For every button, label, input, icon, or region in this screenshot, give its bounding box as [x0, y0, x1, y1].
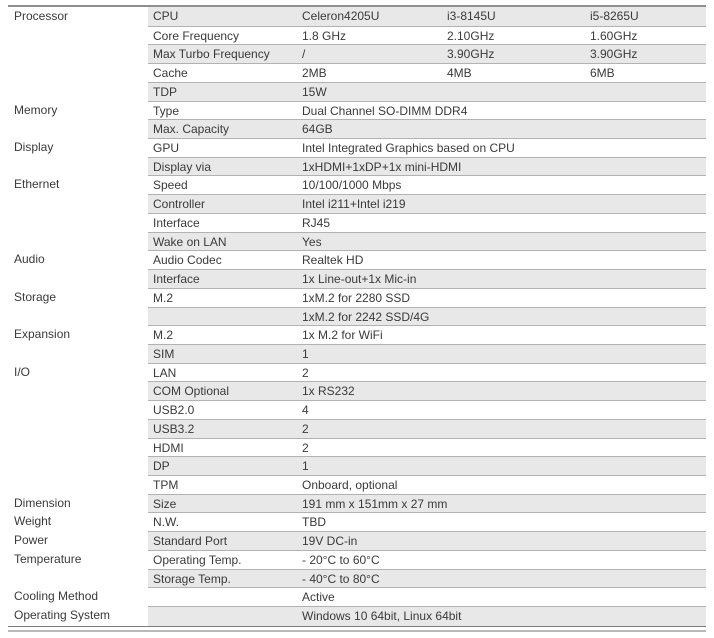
row-band — [148, 438, 706, 458]
value-cell-1: Realtek HD — [302, 253, 364, 268]
value-cell-1: 1x Line-out+1x Mic-in — [302, 272, 417, 287]
value-cell-2 — [442, 570, 585, 589]
category-cell: Operating System — [8, 606, 148, 626]
row-band — [148, 250, 706, 270]
spec-cell — [148, 308, 297, 327]
value-cell-2 — [442, 102, 585, 121]
value-cell-2 — [442, 476, 585, 495]
table-row — [8, 550, 706, 569]
value-cell-3 — [585, 401, 706, 420]
value-cell-3 — [585, 308, 706, 327]
value-cell-2 — [442, 308, 585, 327]
table-row — [8, 344, 706, 363]
value-cell-1: / — [302, 47, 306, 62]
row-band — [148, 213, 706, 233]
value-cell-3 — [585, 289, 706, 308]
value-cell-3 — [585, 233, 706, 252]
row-band — [148, 456, 706, 476]
value-cell-3 — [585, 102, 706, 121]
row-band — [148, 232, 706, 252]
row-band — [148, 569, 706, 589]
value-cell-1: 4 — [302, 403, 309, 418]
table-row — [8, 325, 706, 344]
row-band — [148, 344, 706, 364]
value-cell-1: 2MB — [302, 66, 327, 81]
value-cell-2 — [442, 364, 585, 383]
value-cell-1: Intel i211+Intel i219 — [302, 197, 406, 212]
value-cell-2 — [442, 214, 585, 233]
table-row — [8, 101, 706, 120]
row-band — [148, 269, 706, 289]
value-cell-1: 1xM.2 for 2280 SSD — [302, 290, 411, 305]
value-cell-3 — [585, 551, 706, 570]
value-cell-3 — [585, 120, 706, 139]
spec-cell: SIM — [153, 346, 175, 361]
category-cell — [8, 307, 148, 327]
value-cell-1: - 20°C to 60°C — [302, 552, 380, 567]
spec-cell: Wake on LAN — [153, 234, 227, 249]
spec-cell: Speed — [153, 178, 188, 193]
value-cell-2 — [442, 382, 585, 401]
spec-cell — [148, 588, 297, 607]
category-cell: I/O — [8, 363, 148, 383]
value-cell-2 — [442, 270, 585, 289]
spec-cell: LAN — [153, 365, 177, 380]
value-cell-2 — [442, 513, 585, 532]
table-row — [8, 438, 706, 457]
spec-cell: Max. Capacity — [153, 122, 230, 137]
value-cell-2 — [442, 251, 585, 270]
spec-cell: Interface — [153, 215, 200, 230]
table-row — [8, 26, 706, 45]
value-cell-1: - 40°C to 80°C — [302, 571, 380, 586]
value-cell-3 — [585, 83, 706, 102]
value-cell-1: RJ45 — [302, 215, 331, 230]
spec-cell: TDP — [153, 84, 177, 99]
row-band — [148, 363, 706, 383]
table-row — [8, 119, 706, 138]
category-cell — [8, 194, 148, 214]
value-cell-2 — [442, 326, 585, 345]
table-row — [8, 7, 706, 26]
value-cell-2 — [442, 195, 585, 214]
value-cell-3 — [585, 439, 706, 458]
row-band — [148, 381, 706, 401]
value-cell-3 — [585, 532, 706, 551]
value-cell-3 — [585, 382, 706, 401]
category-cell — [8, 26, 148, 46]
row-band — [148, 7, 706, 26]
value-cell-1: 19V DC-in — [302, 534, 358, 549]
value-cell-2 — [442, 457, 585, 476]
value-cell-3 — [585, 495, 706, 514]
category-cell — [8, 438, 148, 458]
row-band — [148, 26, 706, 46]
category-cell: Cooling Method — [8, 587, 148, 607]
value-cell-1: 1xM.2 for 2242 SSD/4G — [302, 309, 430, 324]
row-band — [148, 101, 706, 121]
row-band — [148, 587, 706, 607]
table-row — [8, 381, 706, 400]
value-cell-1: 2 — [302, 365, 309, 380]
spec-cell: Storage Temp. — [153, 571, 231, 586]
value-cell-2 — [442, 233, 585, 252]
value-cell-2 — [442, 439, 585, 458]
spec-cell: M.2 — [153, 290, 174, 305]
value-cell-2 — [442, 588, 585, 607]
row-band — [148, 494, 706, 514]
spec-cell: Core Frequency — [153, 28, 240, 43]
value-cell-2 — [442, 120, 585, 139]
category-cell — [8, 419, 148, 439]
row-band — [148, 157, 706, 177]
spec-cell: DP — [153, 459, 170, 474]
value-cell-2 — [442, 495, 585, 514]
value-cell-3 — [585, 476, 706, 495]
table-row — [8, 587, 706, 606]
row-band — [148, 44, 706, 64]
category-cell: Processor — [8, 7, 148, 26]
table-row — [8, 288, 706, 307]
value-cell-2 — [442, 420, 585, 439]
table-row — [8, 138, 706, 157]
value-cell-3 — [585, 420, 706, 439]
value-cell-1: Yes — [302, 234, 322, 249]
row-band — [148, 82, 706, 102]
value-cell-3 — [585, 457, 706, 476]
spec-cell: Max Turbo Frequency — [153, 47, 270, 62]
spec-table-rows — [8, 7, 706, 625]
row-band — [148, 400, 706, 420]
spec-cell: USB2.0 — [153, 403, 195, 418]
row-band — [148, 194, 706, 214]
row-band — [148, 119, 706, 139]
value-cell-3 — [585, 270, 706, 289]
spec-cell: Controller — [153, 197, 206, 212]
category-cell: Dimension — [8, 494, 148, 514]
value-cell-1: Windows 10 64bit, Linux 64bit — [302, 609, 462, 623]
category-cell: Storage — [8, 288, 148, 308]
table-row — [8, 213, 706, 232]
category-cell: Weight — [8, 512, 148, 532]
spec-cell: CPU — [153, 9, 179, 23]
value-cell-1: Dual Channel SO-DIMM DDR4 — [302, 103, 468, 118]
row-band — [148, 138, 706, 158]
table-row — [8, 82, 706, 101]
value-cell-1: Celeron4205U — [302, 9, 380, 23]
value-cell-2 — [442, 345, 585, 364]
spec-table — [8, 5, 706, 627]
value-cell-1: Onboard, optional — [302, 477, 398, 492]
table-row — [8, 194, 706, 213]
spec-cell: Interface — [153, 272, 200, 287]
spec-cell — [148, 607, 297, 626]
row-band — [148, 325, 706, 345]
row-band — [148, 531, 706, 551]
value-cell-2 — [442, 83, 585, 102]
spec-cell: COM Optional — [153, 384, 230, 399]
category-cell — [8, 119, 148, 139]
category-cell — [8, 213, 148, 233]
spec-cell: Operating Temp. — [153, 552, 242, 567]
value-cell-2 — [442, 401, 585, 420]
table-row — [8, 606, 706, 625]
value-cell-3: 3.90GHz — [590, 47, 638, 62]
value-cell-1: 1x M.2 for WiFi — [302, 328, 383, 343]
value-cell-3 — [585, 139, 706, 158]
table-row — [8, 175, 706, 194]
value-cell-1: Intel Integrated Graphics based on CPU — [302, 141, 515, 156]
spec-cell: Size — [153, 496, 177, 511]
value-cell-3 — [585, 158, 706, 177]
value-cell-1: 1 — [302, 459, 309, 474]
spec-cell: GPU — [153, 141, 180, 156]
row-band — [148, 288, 706, 308]
row-band — [148, 307, 706, 327]
category-cell — [8, 82, 148, 102]
spec-cell: TPM — [153, 477, 179, 492]
spec-cell: Type — [153, 103, 180, 118]
value-cell-3 — [585, 176, 706, 195]
category-cell — [8, 44, 148, 64]
table-row — [8, 512, 706, 531]
value-cell-2: 2.10GHz — [447, 28, 495, 43]
category-cell: Expansion — [8, 325, 148, 345]
value-cell-1: 10/100/1000 Mbps — [302, 178, 402, 193]
value-cell-1: 2 — [302, 421, 309, 436]
spec-cell: M.2 — [153, 328, 174, 343]
value-cell-2 — [442, 532, 585, 551]
category-cell — [8, 269, 148, 289]
spec-cell: N.W. — [153, 515, 179, 530]
category-cell: Temperature — [8, 550, 148, 570]
value-cell-2 — [442, 158, 585, 177]
value-cell-2 — [442, 176, 585, 195]
value-cell-3 — [585, 251, 706, 270]
table-row — [8, 475, 706, 494]
table-row — [8, 307, 706, 326]
value-cell-3 — [585, 513, 706, 532]
spec-cell: USB3.2 — [153, 421, 195, 436]
category-cell: Ethernet — [8, 175, 148, 195]
value-cell-1: 1.8 GHz — [302, 28, 347, 43]
category-cell: Power — [8, 531, 148, 551]
value-cell-2 — [442, 139, 585, 158]
category-cell: Memory — [8, 101, 148, 121]
spec-cell: HDMI — [153, 440, 184, 455]
value-cell-3 — [585, 345, 706, 364]
value-cell-1: TBD — [302, 515, 326, 530]
value-cell-1: 2 — [302, 440, 309, 455]
value-cell-1: Active — [302, 590, 335, 605]
value-cell-1: 64GB — [302, 122, 333, 137]
table-row — [8, 44, 706, 63]
table-row — [8, 363, 706, 382]
category-cell — [8, 232, 148, 252]
value-cell-3 — [585, 607, 706, 626]
value-cell-3 — [585, 195, 706, 214]
value-cell-1: 15W — [302, 84, 327, 99]
category-cell — [8, 157, 148, 177]
value-cell-3 — [585, 364, 706, 383]
category-cell: Display — [8, 138, 148, 158]
row-band — [148, 63, 706, 83]
value-cell-2 — [442, 607, 585, 626]
value-cell-1: 1xHDMI+1xDP+1x mini-HDMI — [302, 159, 462, 174]
value-cell-3 — [585, 214, 706, 233]
table-row — [8, 531, 706, 550]
category-cell — [8, 400, 148, 420]
value-cell-3 — [585, 588, 706, 607]
spec-cell: Display via — [153, 159, 212, 174]
table-row — [8, 569, 706, 588]
table-row — [8, 232, 706, 251]
value-cell-3 — [585, 570, 706, 589]
value-cell-3: i5-8265U — [590, 9, 639, 23]
table-row — [8, 269, 706, 288]
category-cell — [8, 569, 148, 589]
value-cell-3: 1.60GHz — [590, 28, 638, 43]
table-row — [8, 419, 706, 438]
category-cell: Audio — [8, 250, 148, 270]
row-band — [148, 606, 706, 626]
table-row — [8, 157, 706, 176]
row-band — [148, 175, 706, 195]
table-row — [8, 250, 706, 269]
table-row — [8, 494, 706, 513]
category-cell — [8, 456, 148, 476]
value-cell-2 — [442, 289, 585, 308]
value-cell-1: 191 mm x 151mm x 27 mm — [302, 496, 448, 511]
category-cell — [8, 344, 148, 364]
category-cell — [8, 381, 148, 401]
value-cell-2: 4MB — [447, 66, 472, 81]
spec-cell: Cache — [153, 66, 188, 81]
value-cell-2: i3-8145U — [447, 9, 496, 23]
value-cell-3 — [585, 326, 706, 345]
spec-cell: Standard Port — [153, 534, 228, 549]
value-cell-1: 1 — [302, 346, 309, 361]
row-band — [148, 550, 706, 570]
category-cell — [8, 475, 148, 495]
table-row — [8, 456, 706, 475]
row-band — [148, 512, 706, 532]
value-cell-1: 1x RS232 — [302, 384, 355, 399]
spec-cell: Audio Codec — [153, 253, 222, 268]
value-cell-2 — [442, 551, 585, 570]
value-cell-2: 3.90GHz — [447, 47, 495, 62]
value-cell-3: 6MB — [590, 66, 615, 81]
table-row — [8, 400, 706, 419]
category-cell — [8, 63, 148, 83]
row-band — [148, 475, 706, 495]
row-band — [148, 419, 706, 439]
table-row — [8, 63, 706, 82]
